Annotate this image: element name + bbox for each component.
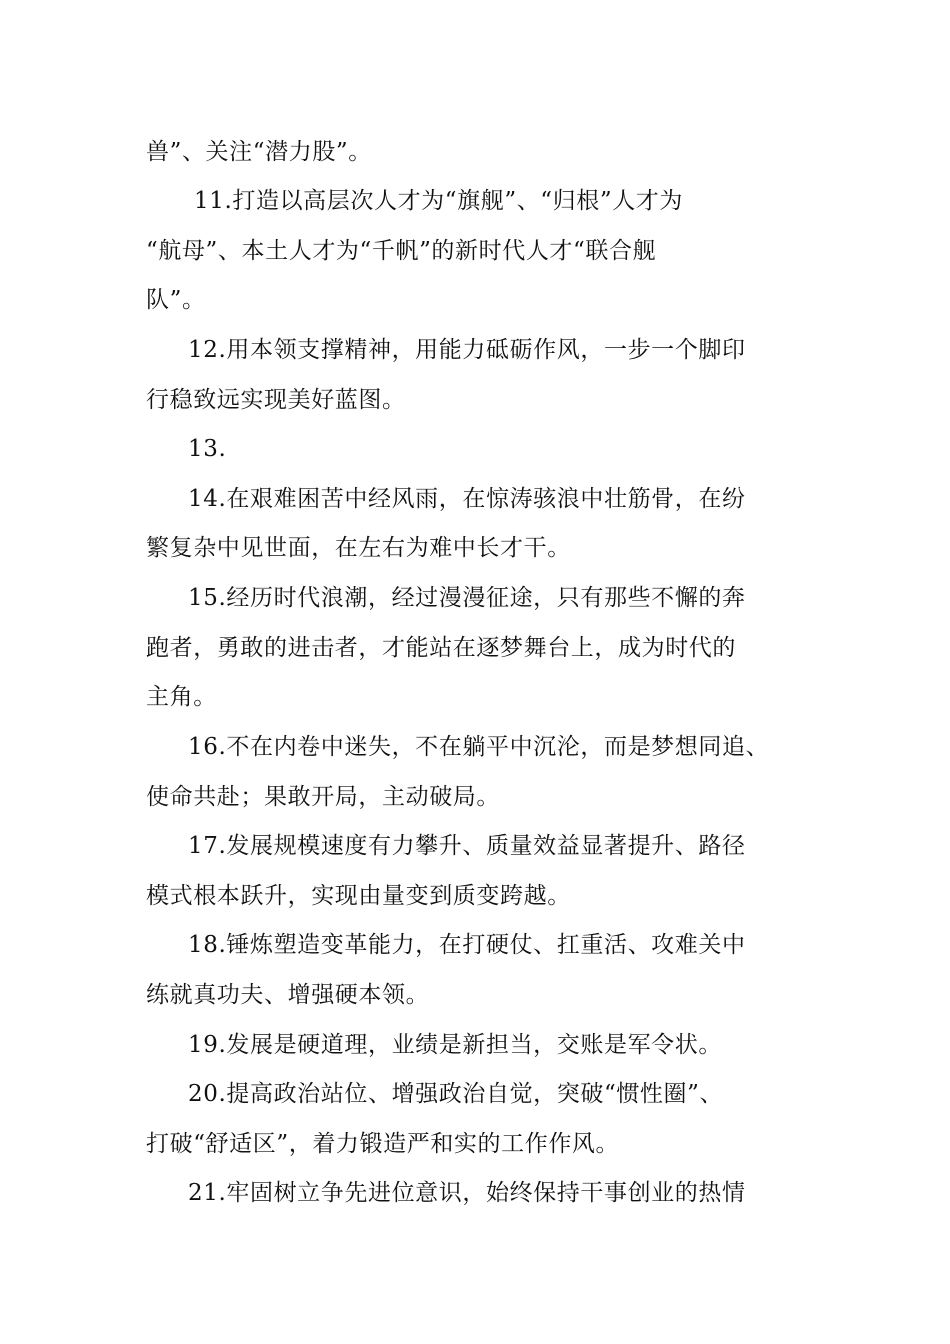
text-line: 兽”、关注“潜力股”。 [146,139,372,165]
text-line: 使命共赴；果敢开局，主动破局。 [146,784,500,810]
text-line: 模式根本跃升，实现由量变到质变跨越。 [146,883,571,909]
text-line: 跑者，勇敢的进击者，才能站在逐梦舞台上，成为时代的 [146,635,736,661]
text-line: 11.打造以高层次人才为“旗舰”、“归根”人才为 [194,188,684,214]
text-line: “航母”、本土人才为“千帆”的新时代人才“联合舰 [146,238,657,264]
text-line: 20.提高政治站位、增强政治自觉，突破“惯性圈”、 [188,1081,724,1107]
text-line: 练就真功夫、增强硬本领。 [146,982,430,1008]
text-line: 17.发展规模速度有力攀升、质量效益显著提升、路径 [188,833,746,859]
text-line: 13. [188,436,227,462]
text-line: 19.发展是硬道理，业绩是新担当，交账是军令状。 [188,1032,722,1058]
text-line: 主角。 [146,684,217,710]
text-line: 打破“舒适区”，着力锻造严和实的工作作风。 [146,1131,620,1157]
text-line: 15.经历时代浪潮，经过漫漫征途，只有那些不懈的奔 [188,585,746,611]
text-line: 21.牢固树立争先进位意识，始终保持干事创业的热情 [188,1180,746,1206]
text-line: 18.锤炼塑造变革能力，在打硬仗、扛重活、攻难关中 [188,932,746,958]
text-line: 12.用本领支撑精神，用能力砥砺作风，一步一个脚印 [188,337,746,363]
text-line: 繁复杂中见世面，在左右为难中长才干。 [146,535,571,561]
text-line: 行稳致远实现美好蓝图。 [146,387,406,413]
text-line: 队”。 [146,287,206,313]
text-line: 16.不在内卷中迷失，不在躺平中沉沦，而是梦想同追、 [188,734,770,760]
text-line: 14.在艰难困苦中经风雨，在惊涛骇浪中壮筋骨，在纷 [188,486,746,512]
